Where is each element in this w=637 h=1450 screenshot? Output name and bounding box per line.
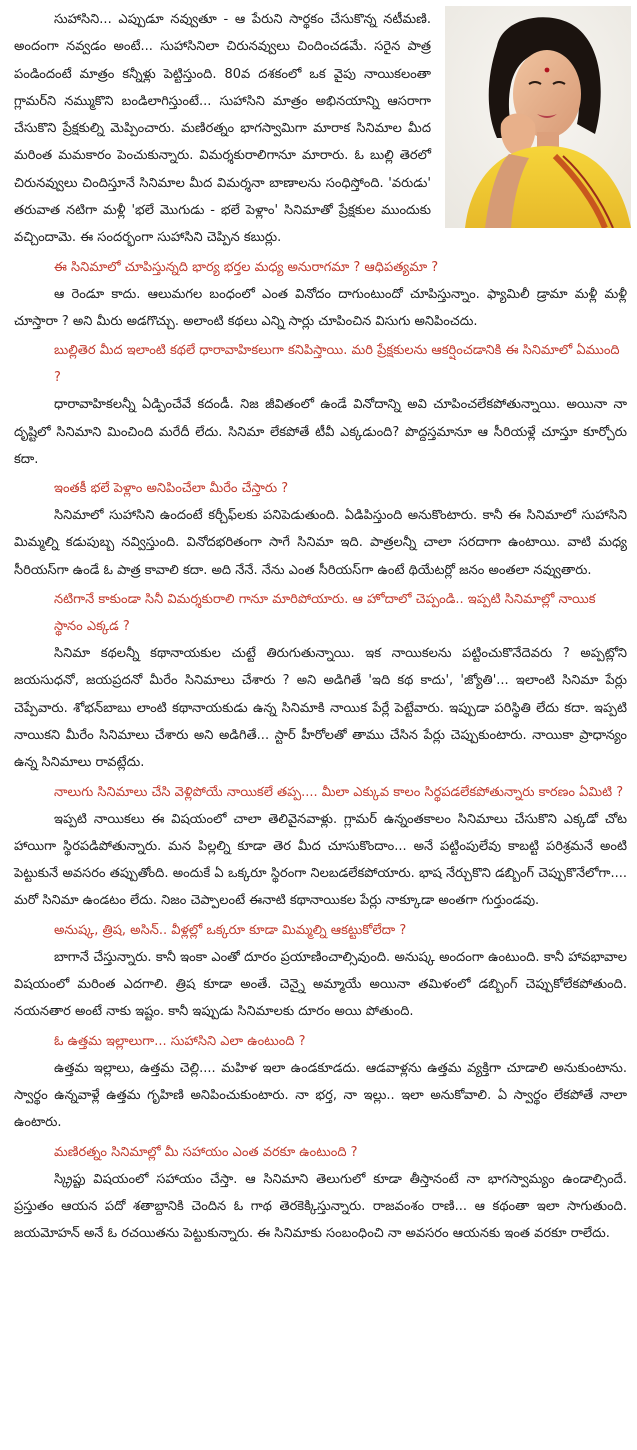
question-text: బుల్లితెర మీద ఇలాంటి కథలే ధారావాహికలుగా కనిపిస్తాయి. మరి ప్రేక్షకులను ఆకర్షించడానికి ఈ సినిమాలో ఏముంది ? (54, 343, 620, 386)
question-text: నటిగానే కాకుండా సినీ విమర్శకురాలి గానూ మారిపోయారు. ఆ హోదాలో చెప్పండి.. ఇప్పటి సినిమాల్లో నాయిక స్థానం ఎక్కడ ? (54, 592, 596, 635)
question-text: ఇంతకీ భలే పెళ్లాం అనిపించేలా మీరేం చేస్తారు ? (54, 481, 289, 497)
portrait-photo (445, 6, 631, 228)
answer-text: ఉత్తమ ఇల్లాలు, ఉత్తమ చెల్లి.... మహిళ ఇలా ఉండకూడదు. ఆడవాళ్లను ఉత్తమ వ్యక్తిగా చూడాలి అనుకుంటాను. స్వార్థం ఉన్నవాళ్లే ఉత్తమ గృహిణి అనిపించుకుంటారు. నా భర్త, నా ఇల్లు.. ఇలా అనుకోవాలి. ఏ స్వార్థం లేకపోతే నాలా ఉంటారు. (14, 1060, 627, 1131)
answer-text: సినిమా కథలన్నీ కథానాయకుల చుట్టే తిరుగుతున్నాయి. ఇక నాయికలను పట్టించుకొనేదెవరు ? అప్పట్లోని జయసుధనో, జయప్రదనో మీరేం సినిమాలు చేశారు ? అని అడిగితే 'ఇది కథ కాదు', 'జ్యోతి'... ఇలాంటి సినిమా పేర్లు చెప్పేవారు. శోభన్‌బాబు లాంటి కథానాయకుడు ఉన్న సినిమాకి నాయిక పేర్లే పెట్టేవారు. ఇప్పుడా పరిస్థితి లేదు కదా. ఇప్పటి నాయికని మీరేం సినిమాలు చేశారు అని అడిగితే... స్టార్ హీరోలతో తాము చేసిన పేర్లు చెప్పుకుంటారు. నాయికా ప్రాధాన్యం ఉన్న సినిమాలు రావట్లేదు. (14, 646, 627, 771)
qa-item-1 (14, 254, 627, 336)
question-text: ఈ సినిమాలో చూపిస్తున్నది భార్య భర్తల మధ్య అనురాగమా ? ఆధిపత్యమా ? (54, 259, 439, 275)
question-text: నాలుగు సినిమాలు చేసి వెళ్లిపోయే నాయికలే తప్ప.... మీలా ఎక్కువ కాలం సిర్థపడలేకపోతున్నారు కారణం ఏమిటి ? (54, 784, 624, 800)
qa-item-6 (14, 917, 627, 1026)
question-text: అనుష్క, త్రిష, అసిన్.. వీళ్లల్లో ఒక్కరూ కూడా మిమ్మల్ని ఆకట్టుకోలేదా ? (54, 922, 407, 938)
qa-item-3 (14, 475, 627, 584)
answer-text: ఆ రెండూ కాదు. ఆలుమగల బంధంలో ఎంత వినోదం దాగుంటుందో చూపిస్తున్నాం. ఫ్యామిలీ డ్రామా మళ్లీ మళ్లీ చూస్తారా ? అని మీరు అడగొచ్చు. అలాంటి కథలు ఎన్ని సార్లు చూపించిన విసుగు అనిపించదు. (14, 286, 627, 329)
answer-text: ఇప్పటి నాయికలు ఈ విషయంలో చాలా తెలివైనవాళ్లు. గ్లామర్ ఉన్నంతకాలం సినిమాలు చేసుకొని ఎక్కడో చోట హాయిగా స్థిరపడిపోతున్నారు. మన పిల్లల్ని కూడా తెర మీద చూసుకొందాం... అనే పట్టింపులేవు కాబట్టి పరిశ్రమనే అంటి పెట్టుకునే అవసరం తప్పుతోంది. అందుకే ఏ ఒక్కరూ స్థిరంగా నిలబడలేకపోయారు. భాష నేర్చుకొని డబ్బింగ్ చెప్పుకొనేలోగా.... మరో సినిమా ఉండటం లేదు. నిజం చెప్పాలంటే ఈనాటి కథానాయికల పేర్లు నాక్కూడా అంతగా గుర్తుండవు. (14, 811, 627, 909)
answer-text: ధారావాహికలన్నీ ఏడ్పించేవే కదండీ. నిజ జీవితంలో ఉండే వినోదాన్ని అవి చూపించలేకపోతున్నాయి. అయినా నా దృష్టిలో సినిమాని మించింది మరేదీ లేదు. సినిమా లేకపోతే టీవీ ఎక్కడుంది? పొద్దస్తమానూ ఆ సీరియళ్లే చూస్తూ కూర్చోరు కదా. (14, 397, 627, 467)
question-text: మణిరత్నం సినిమాల్లో మీ సహాయం ఎంత వరకూ ఉంటుంది ? (54, 1144, 358, 1160)
answer-text: స్క్రిప్టు విషయంలో సహాయం చేస్తా. ఆ సినిమాని తెలుగులో కూడా తీస్తానంటే నా భాగస్వామ్యం ఉండాల్సిందే. ప్రస్తుతం ఆయన పదో శతాబ్దానికి చెందిన ఓ గాథ తెరకెక్కిస్తున్నారు. రాజవంశం రాణి... ఆ కథంతా ఇలా సాగుతుంది. జయమోహన్ అనే ఓ రచయితను పెట్టుకున్నారు. ఈ సినిమాకు సంబంధించి నా అవసరం ఆయనకు ఇంత వరకూ రాలేదు. (14, 1171, 627, 1242)
answer-text: సినిమాలో సుహాసిని ఉందంటే కర్చీఫ్‌లకు పనిపెడుతుంది. ఏడిపిస్తుంది అనుకొంటారు. కానీ ఈ సినిమాలో సుహాసిని మిమ్మల్ని కడుపుబ్బ నవ్విస్తుంది. వినోదభరితంగా సాగే సినిమా ఇది. పాత్రలన్నీ చాలా సరదాగా ఉంటాయి. వాటి మధ్య సీరియస్‌గా ఉండే ఓ పాత్ర కావాలి కదా. అది నేనే. నేను ఎంత సీరియస్‌గా ఉంటే థియేటర్లో జనం అంతలా నవ్వుతారు. (14, 508, 627, 578)
question-text: ఓ ఉత్తమ ఇల్లాలుగా... సుహాసిని ఎలా ఉంటుంది ? (54, 1033, 306, 1049)
qa-item-2 (14, 337, 627, 473)
intro-text: సుహాసిని... ఎప్పుడూ నవ్వుతూ - ఆ పేరుని సార్థకం చేసుకొన్న నటీమణి. అందంగా నవ్వడం అంటే... సుహాసినిలా చిరునవ్వులు చిందించడమే. సరైన పాత్ర పండిందంటే మాత్రం కన్నీళ్లు పెట్టిస్తుంది. 80వ దశకంలో ఒక వైపు నాయికలంతా గ్లామర్‌ని నమ్ముకొని బండిలాగిస్తుంటే... సుహాసిని మాత్రం అభినయాన్ని ఆసరాగా చేసుకొని ప్రేక్షకుల్ని మెప్పించారు. మణిరత్నం భాగస్వామిగా మారాక సినిమాల మీద మరింత మమకారం పెంచుకున్నారు. విమర్శకురాలిగానూ మారారు. ఓ బుల్లి తెరలో చిరునవ్వులు చిందిస్తూనే సినిమాల మీద విమర్శనా బాణాలను సంధిస్తోంది. 'వరుడు' తరువాత నటిగా మళ్లీ 'భలే మొగుడు - భలే పెళ్లాం' సినిమాతో ప్రేక్షకుల ముందుకు వచ్చిందామె. ఈ సందర్భంగా సుహాసిని చెప్పిన కబుర్లు. (14, 12, 431, 246)
qa-item-4 (14, 586, 627, 776)
qa-item-5 (14, 779, 627, 915)
answer-text: బాగానే చేస్తున్నారు. కానీ ఇంకా ఎంతో దూరం ప్రయాణించాల్సివుంది. అనుష్క అందంగా ఉంటుంది. కానీ హావభావాల విషయంలో మరింత ఎదగాలి. త్రిష కూడా అంతే. చెన్నై అమ్మాయే అయినా తమిళంలో డబ్బింగ్ చెప్పుకోలేకపోతుంది. నయనతార అంటే నాకు ఇష్టం. కానీ ఇప్పుడు సినిమాలకు దూరం అయి పోతుంది. (14, 949, 627, 1020)
qa-item-7 (14, 1028, 627, 1137)
qa-item-8 (14, 1139, 627, 1248)
